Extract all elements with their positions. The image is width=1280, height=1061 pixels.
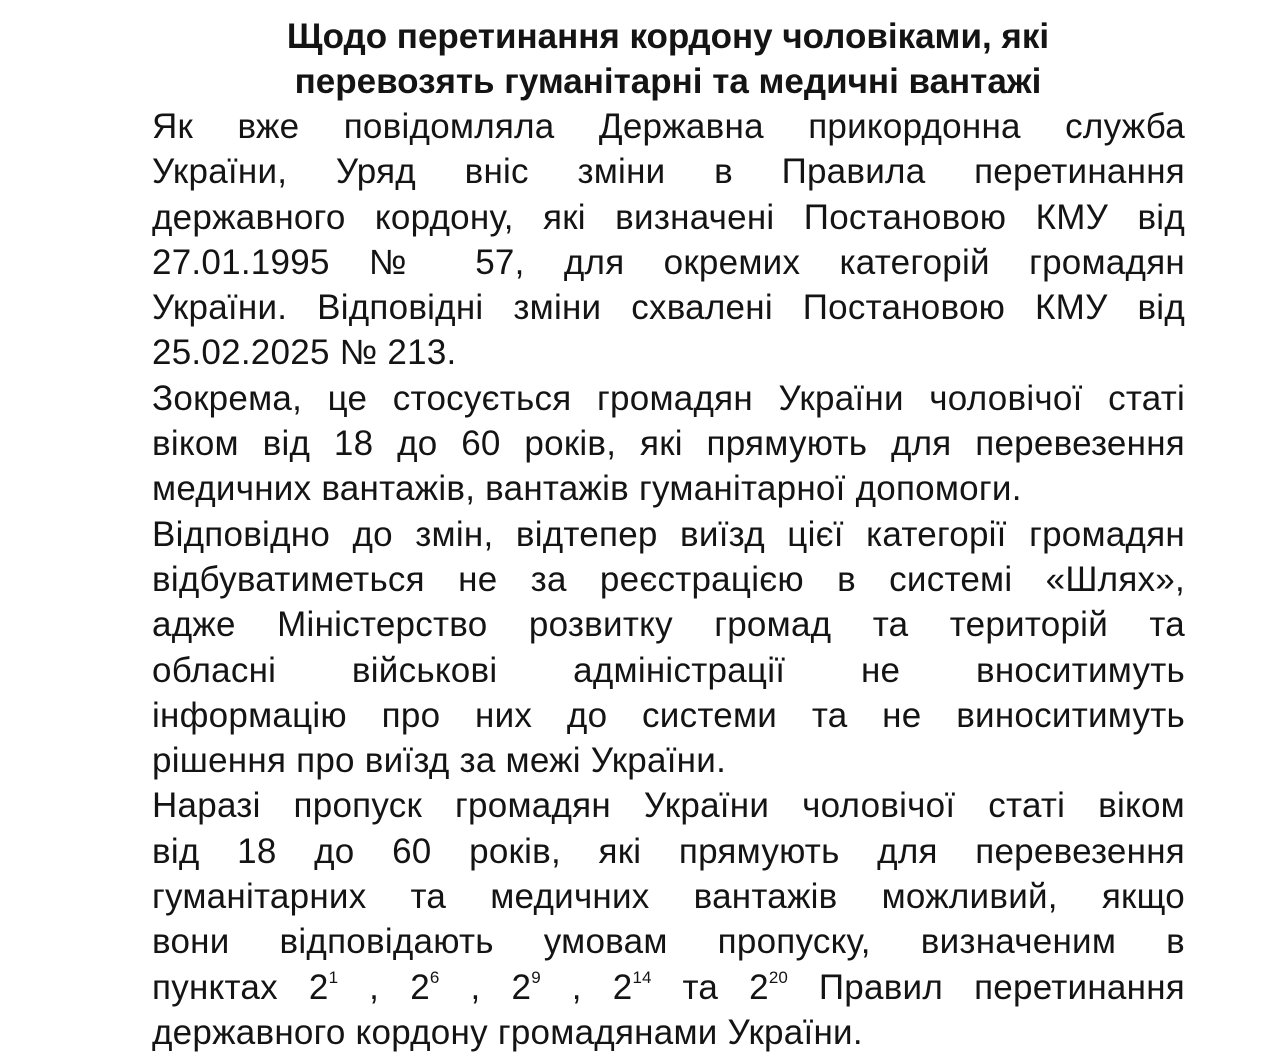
point-separator: та — [682, 967, 719, 1007]
paragraph-line: інформацію про них до системи та не виноситимуть — [152, 695, 1185, 735]
title-line-2: перевозять гуманітарні та медичні вантажі — [294, 62, 1042, 101]
point-base: 2 — [612, 967, 633, 1007]
paragraph-4 — [152, 783, 1185, 1055]
point-base: 2 — [308, 967, 329, 1007]
point-ref — [749, 968, 788, 1007]
paragraph-line: адже Міністерство розвитку громад та територій та — [152, 605, 1185, 645]
point-sup: 6 — [429, 967, 440, 987]
paragraph-line-points — [152, 965, 1185, 1010]
point-sup: 14 — [632, 967, 652, 987]
point-separator: , — [571, 967, 582, 1007]
paragraph-line: медичних вантажів, вантажів гуманітарної допомоги. — [152, 469, 1022, 509]
paragraph-1 — [152, 104, 1185, 376]
paragraph-line: відбуватиметься не за реєстрацією в системі «Шлях», — [152, 559, 1185, 599]
point-ref — [512, 968, 541, 1007]
point-sup: 9 — [531, 967, 541, 987]
paragraph-line: Як вже повідомляла Державна прикордонна служба — [152, 107, 1185, 146]
paragraph-line: Зокрема, це стосується громадян України чоловічої статі — [152, 378, 1185, 418]
paragraph-line: рішення про виїзд за межі України. — [152, 741, 727, 781]
paragraph-2 — [152, 376, 1185, 512]
paragraph-line: гуманітарних та медичних вантажів можливий, якщо — [152, 877, 1185, 917]
point-base: 2 — [511, 967, 532, 1007]
point-ref — [613, 968, 652, 1007]
paragraph-line: 27.01.1995 № 57, для окремих категорій громадян — [152, 242, 1185, 282]
paragraph-line: від 18 до 60 років, які прямують для перевезення — [152, 831, 1185, 871]
paragraph-line: державного кордону громадянами України. — [152, 1012, 863, 1052]
document-body — [152, 104, 1185, 1055]
paragraph-line: державного кордону, які визначені Постановою КМУ від — [152, 197, 1185, 237]
point-separator: , — [470, 967, 481, 1007]
point-separator: , — [369, 967, 380, 1007]
point-base: 2 — [410, 967, 430, 1007]
point-sup: 20 — [768, 967, 788, 987]
paragraph-line: вони відповідають умовам пропуску, визначеним в — [152, 922, 1185, 962]
paragraph-line: України. Відповідні зміни схвалені Постановою КМУ від — [152, 288, 1185, 328]
paragraph-line: Відповідно до змін, відтепер виїзд цієї категорії громадян — [152, 514, 1185, 554]
point-ref — [309, 968, 338, 1007]
paragraph-line: віком від 18 до 60 років, які прямують для перевезення — [152, 424, 1185, 464]
document-title — [150, 14, 1186, 104]
paragraph-line: Наразі пропуск громадян України чоловічої статі віком — [152, 786, 1185, 826]
point-ref — [410, 968, 439, 1007]
paragraph-line: обласні військові адміністрації не вноситимуть — [152, 650, 1185, 690]
points-prefix: пунктах — [152, 967, 278, 1007]
paragraph-line: України, Уряд вніс зміни в Правила перетинання — [152, 152, 1185, 192]
title-line-1: Щодо перетинання кордону чоловіками, які — [286, 17, 1050, 56]
point-sup: 1 — [328, 967, 339, 987]
paragraph-line: 25.02.2025 № 213. — [152, 333, 457, 373]
paragraph-3 — [152, 512, 1185, 784]
points-suffix: Правил перетинання — [818, 967, 1186, 1007]
point-base: 2 — [749, 967, 769, 1007]
